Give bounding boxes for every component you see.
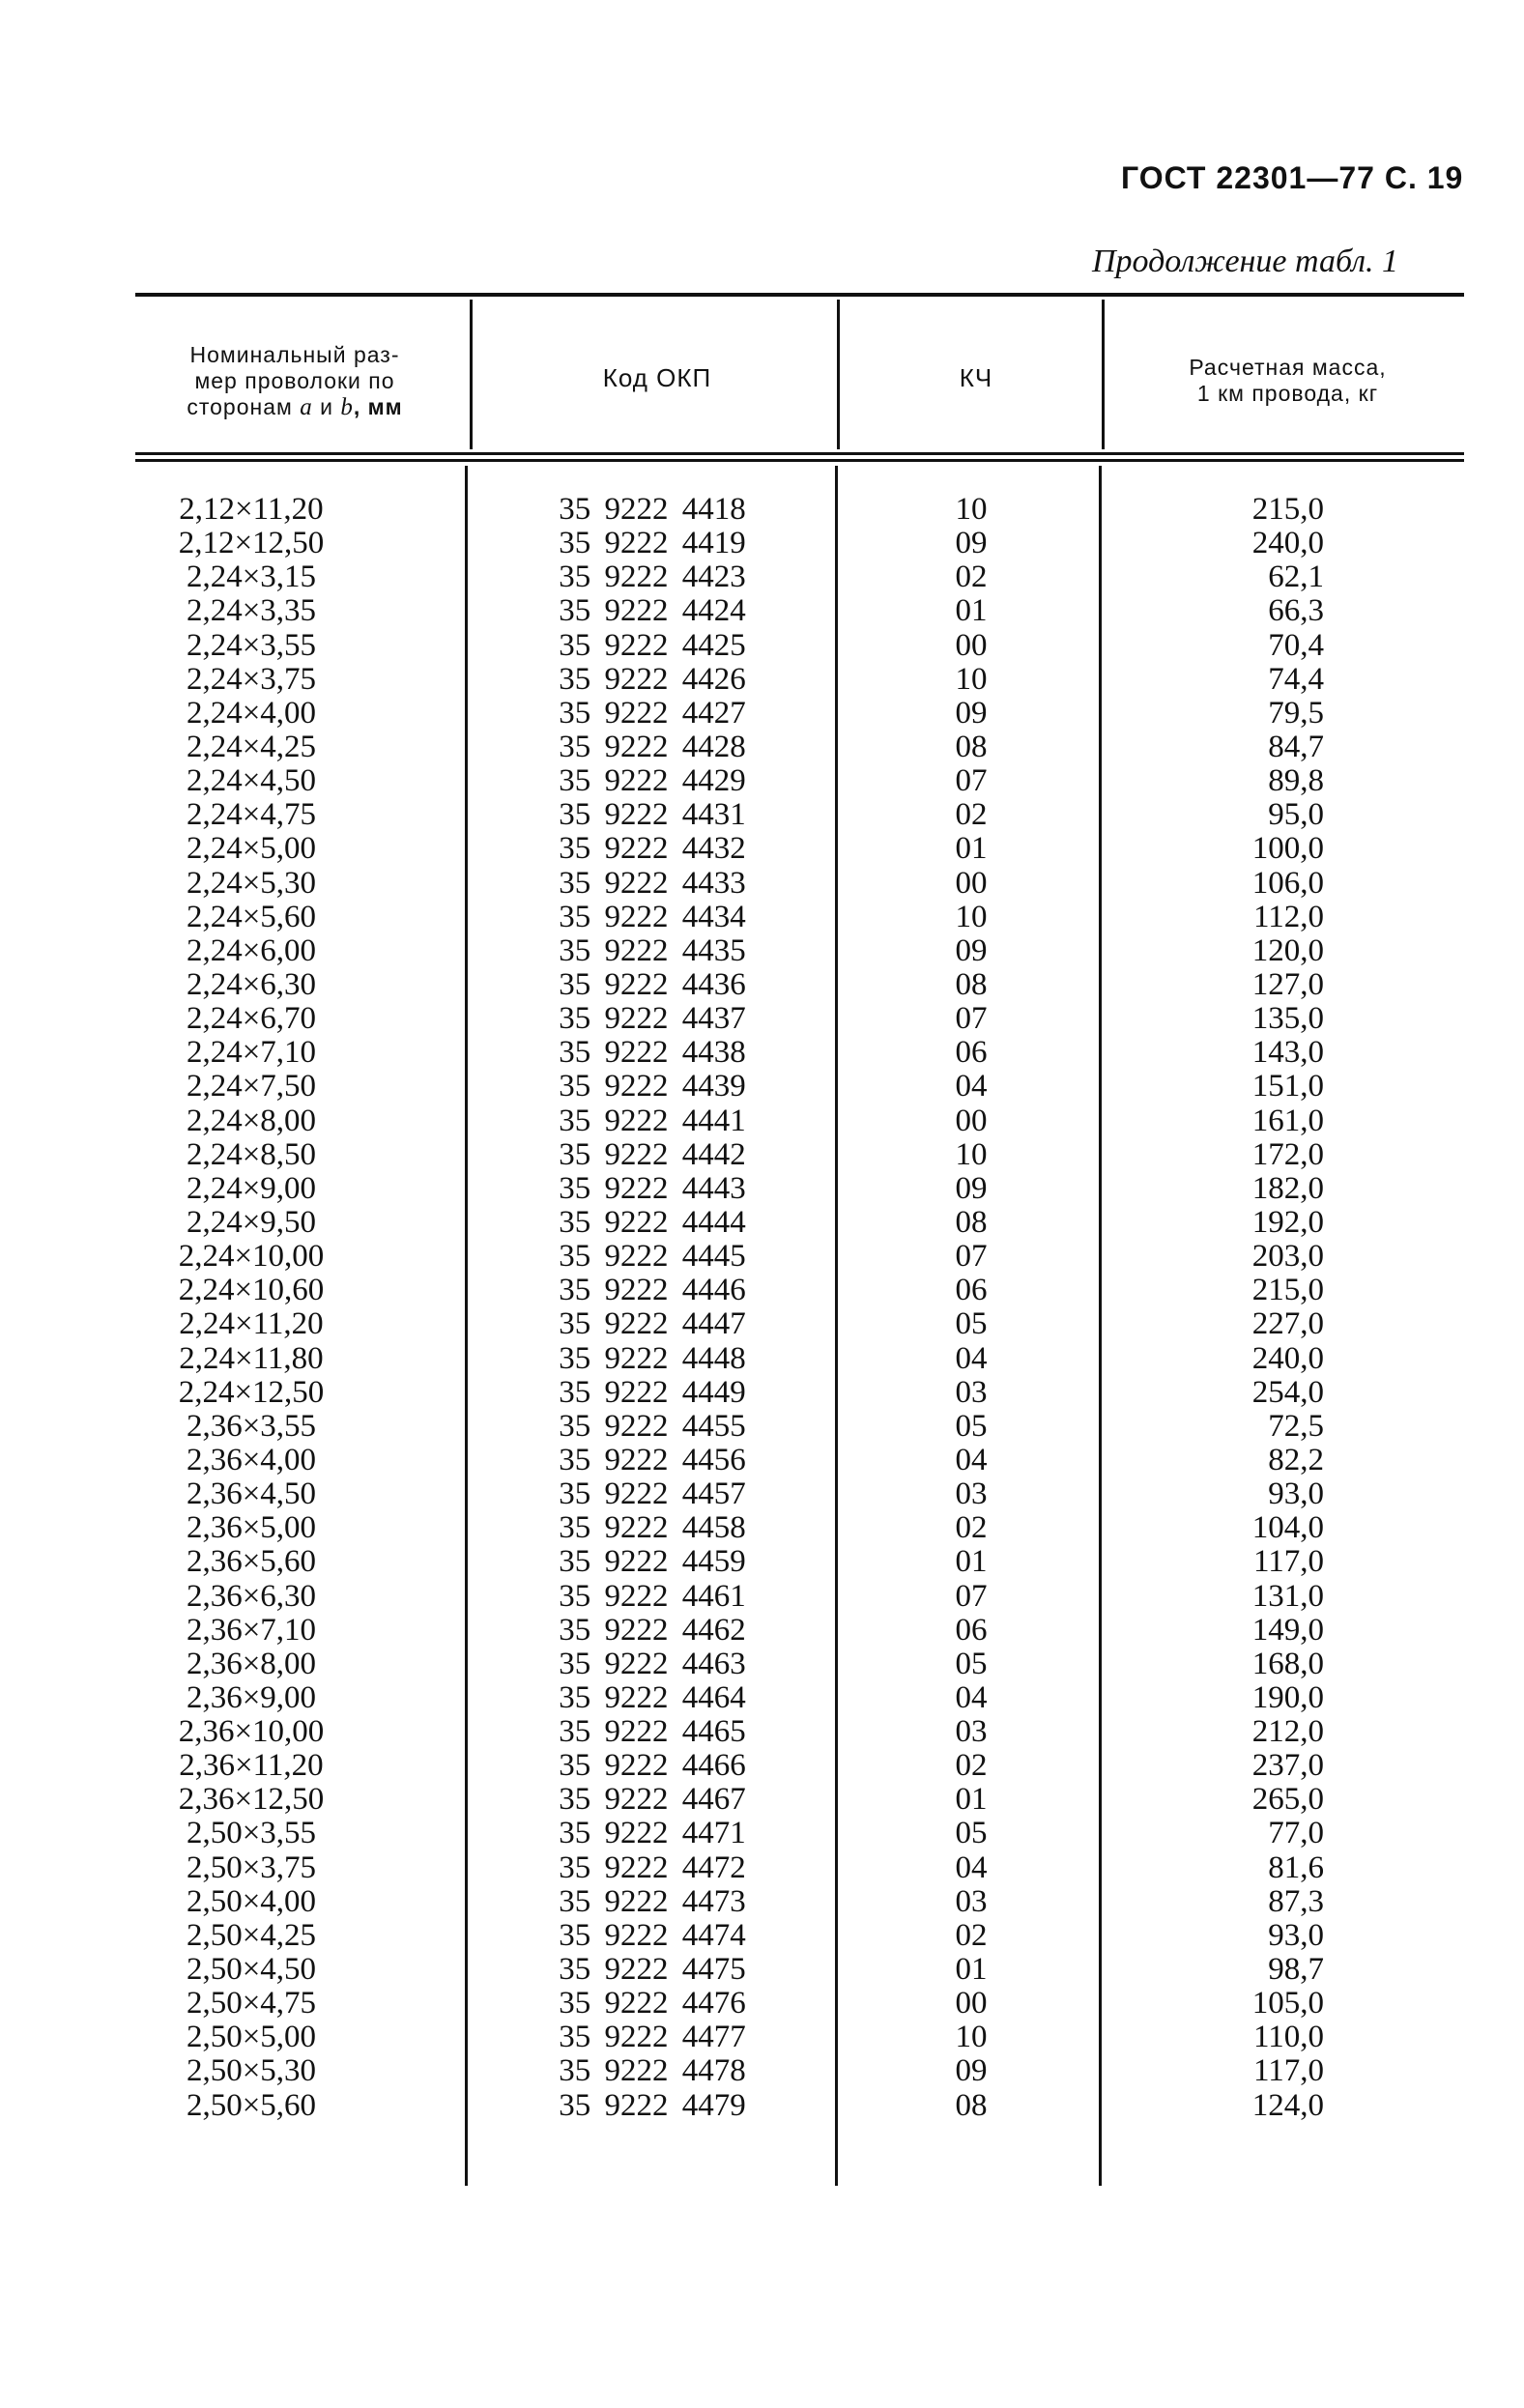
cell-code: 35 9222 4425 (559, 627, 746, 663)
cell-code: 35 9222 4477 (559, 2020, 746, 2055)
cell-kch: 02 (955, 1917, 988, 1953)
cell-code: 35 9222 4423 (559, 559, 746, 595)
header-size-line-2: мер проволоки по (194, 368, 395, 393)
cell-kch: 10 (955, 492, 988, 527)
cell-code: 35 9222 4441 (559, 1103, 746, 1138)
cell-size: 2,50×4,75 (186, 1986, 317, 2021)
cell-size: 2,24×5,30 (186, 865, 317, 901)
cell-size: 2,50×5,00 (186, 2020, 317, 2055)
cell-size: 2,50×3,55 (186, 1816, 317, 1851)
cell-size: 2,24×9,00 (186, 1170, 317, 1206)
cell-mass: 161,0 (1251, 1103, 1324, 1138)
cell-code: 35 9222 4464 (559, 1679, 746, 1715)
cell-code: 35 9222 4418 (559, 492, 746, 527)
cell-kch: 08 (955, 2087, 988, 2123)
cell-mass: 117,0 (1252, 1544, 1324, 1580)
cell-code: 35 9222 4432 (559, 831, 746, 867)
cell-kch: 04 (955, 1442, 988, 1477)
cell-size: 2,36×4,50 (186, 1476, 317, 1512)
cell-mass: 212,0 (1251, 1714, 1324, 1750)
cell-kch: 07 (955, 1239, 988, 1275)
cell-mass: 182,0 (1251, 1170, 1324, 1206)
cell-code: 35 9222 4429 (559, 763, 746, 799)
cell-mass: 124,0 (1251, 2087, 1324, 2123)
cell-code: 35 9222 4444 (559, 1204, 746, 1240)
cell-size: 2,50×5,60 (186, 2087, 317, 2123)
column-code (527, 493, 778, 2123)
cell-kch: 03 (955, 1883, 988, 1919)
column-divider-3-body (1099, 466, 1102, 2186)
cell-code: 35 9222 4427 (559, 695, 746, 731)
cell-code: 35 9222 4448 (559, 1340, 746, 1376)
header-bottom-rule (135, 452, 1464, 455)
header-mass-line-2: 1 км провода, кг (1196, 381, 1379, 406)
column-kch (918, 493, 1024, 2123)
header-size-line-3 (135, 394, 454, 420)
cell-code: 35 9222 4449 (559, 1374, 746, 1410)
cell-size: 2,50×5,30 (186, 2053, 317, 2089)
cell-size: 2,36×5,60 (186, 1544, 317, 1580)
cell-mass: 190,0 (1251, 1679, 1324, 1715)
cell-kch: 00 (955, 1986, 988, 2021)
cell-size: 2,24×3,55 (186, 627, 317, 663)
cell-mass: 117,0 (1252, 2053, 1324, 2089)
cell-mass: 106,0 (1251, 865, 1324, 901)
cell-size: 2,24×8,00 (186, 1103, 317, 1138)
cell-mass: 77,0 (1268, 1816, 1324, 1851)
cell-code: 35 9222 4456 (559, 1442, 746, 1477)
cell-size: 2,24×4,00 (186, 695, 317, 731)
cell-mass: 100,0 (1251, 831, 1324, 867)
cell-mass: 143,0 (1251, 1035, 1324, 1071)
cell-kch: 05 (955, 1408, 988, 1444)
cell-kch: 00 (955, 1103, 988, 1138)
cell-kch: 02 (955, 1748, 988, 1784)
cell-code: 35 9222 4419 (559, 526, 746, 561)
header-size-unit: , мм (353, 394, 403, 419)
cell-code: 35 9222 4442 (559, 1136, 746, 1172)
cell-kch: 04 (955, 1069, 988, 1104)
cell-code: 35 9222 4439 (559, 1069, 746, 1104)
cell-size: 2,24×6,00 (186, 932, 317, 968)
cell-size: 2,24×11,80 (179, 1340, 324, 1376)
cell-mass: 89,8 (1268, 763, 1324, 799)
cell-mass: 87,3 (1268, 1883, 1324, 1919)
cell-mass: 93,0 (1268, 1476, 1324, 1512)
cell-size: 2,36×4,00 (186, 1442, 317, 1477)
cell-kch: 08 (955, 729, 988, 764)
cell-kch: 06 (955, 1035, 988, 1071)
cell-code: 35 9222 4428 (559, 729, 746, 764)
cell-mass: 135,0 (1251, 1001, 1324, 1037)
column-divider-1 (470, 300, 473, 449)
cell-kch: 07 (955, 763, 988, 799)
cell-code: 35 9222 4424 (559, 593, 746, 629)
cell-kch: 04 (955, 1849, 988, 1885)
cell-mass: 81,6 (1268, 1849, 1324, 1885)
cell-mass: 93,0 (1268, 1917, 1324, 1953)
cell-code: 35 9222 4433 (559, 865, 746, 901)
column-divider-1-body (465, 466, 468, 2186)
cell-mass: 95,0 (1268, 797, 1324, 833)
cell-kch: 08 (955, 1204, 988, 1240)
cell-code: 35 9222 4426 (559, 661, 746, 697)
cell-mass: 237,0 (1251, 1748, 1324, 1784)
cell-kch: 04 (955, 1679, 988, 1715)
cell-mass: 112,0 (1252, 899, 1324, 934)
cell-kch: 02 (955, 1510, 988, 1546)
cell-code: 35 9222 4466 (559, 1748, 746, 1784)
cell-code: 35 9222 4434 (559, 899, 746, 934)
cell-kch: 03 (955, 1476, 988, 1512)
header-bottom-rule-2 (135, 459, 1464, 462)
cell-code: 35 9222 4472 (559, 1849, 746, 1885)
cell-kch: 05 (955, 1306, 988, 1342)
cell-size: 2,36×9,00 (186, 1679, 317, 1715)
cell-kch: 01 (955, 1544, 988, 1580)
cell-size: 2,24×10,60 (178, 1273, 325, 1308)
cell-mass: 110,0 (1252, 2020, 1324, 2055)
cell-size: 2,50×4,25 (186, 1917, 317, 1953)
cell-mass: 151,0 (1251, 1069, 1324, 1104)
cell-mass: 240,0 (1251, 526, 1324, 561)
cell-code: 35 9222 4431 (559, 797, 746, 833)
cell-mass: 192,0 (1251, 1204, 1324, 1240)
cell-size: 2,24×5,00 (186, 831, 317, 867)
cell-mass: 72,5 (1268, 1408, 1324, 1444)
cell-size: 2,36×11,20 (179, 1748, 324, 1784)
cell-size: 2,50×4,00 (186, 1883, 317, 1919)
column-divider-3 (1102, 300, 1105, 449)
cell-mass: 131,0 (1251, 1578, 1324, 1614)
cell-size: 2,24×3,75 (186, 661, 317, 697)
cell-kch: 10 (955, 899, 988, 934)
cell-mass: 265,0 (1251, 1782, 1324, 1818)
header-size-and: и (320, 394, 333, 419)
cell-size: 2,24×7,50 (186, 1069, 317, 1104)
cell-mass: 70,4 (1268, 627, 1324, 663)
cell-mass: 79,5 (1268, 695, 1324, 731)
cell-size: 2,24×4,50 (186, 763, 317, 799)
cell-size: 2,24×6,70 (186, 1001, 317, 1037)
header-size-var-a: a (300, 394, 313, 420)
cell-code: 35 9222 4445 (559, 1239, 746, 1275)
cell-size: 2,36×7,10 (186, 1612, 317, 1648)
cell-size: 2,24×12,50 (178, 1374, 325, 1410)
cell-code: 35 9222 4471 (559, 1816, 746, 1851)
cell-code: 35 9222 4461 (559, 1578, 746, 1614)
cell-code: 35 9222 4479 (559, 2087, 746, 2123)
cell-kch: 05 (955, 1816, 988, 1851)
header-size (135, 342, 454, 420)
cell-kch: 03 (955, 1374, 988, 1410)
cell-kch: 10 (955, 2020, 988, 2055)
cell-size: 2,12×11,20 (179, 492, 324, 527)
cell-kch: 03 (955, 1714, 988, 1750)
cell-code: 35 9222 4455 (559, 1408, 746, 1444)
cell-code: 35 9222 4462 (559, 1612, 746, 1648)
cell-size: 2,24×6,30 (186, 966, 317, 1002)
cell-code: 35 9222 4478 (559, 2053, 746, 2089)
cell-kch: 09 (955, 695, 988, 731)
cell-code: 35 9222 4436 (559, 966, 746, 1002)
cell-kch: 04 (955, 1340, 988, 1376)
cell-size: 2,24×10,00 (178, 1239, 325, 1275)
cell-size: 2,12×12,50 (178, 526, 325, 561)
cell-mass: 172,0 (1251, 1136, 1324, 1172)
table-top-rule (135, 293, 1464, 297)
cell-code: 35 9222 4463 (559, 1646, 746, 1681)
column-size (126, 493, 377, 2123)
cell-kch: 00 (955, 865, 988, 901)
cell-size: 2,36×5,00 (186, 1510, 317, 1546)
cell-kch: 09 (955, 526, 988, 561)
cell-size: 2,24×4,75 (186, 797, 317, 833)
cell-mass: 203,0 (1251, 1239, 1324, 1275)
column-divider-2-body (835, 466, 838, 2186)
header-code: Код ОКП (602, 363, 712, 392)
cell-code: 35 9222 4457 (559, 1476, 746, 1512)
cell-code: 35 9222 4475 (559, 1952, 746, 1988)
cell-code: 35 9222 4438 (559, 1035, 746, 1071)
cell-size: 2,36×12,50 (178, 1782, 325, 1818)
cell-code: 35 9222 4447 (559, 1306, 746, 1342)
cell-mass: 66,3 (1268, 593, 1324, 629)
cell-kch: 01 (955, 1952, 988, 1988)
cell-code: 35 9222 4473 (559, 1883, 746, 1919)
column-mass (1198, 493, 1324, 2123)
cell-size: 2,50×3,75 (186, 1849, 317, 1885)
cell-mass: 149,0 (1251, 1612, 1324, 1648)
cell-size: 2,24×3,35 (186, 593, 317, 629)
cell-mass: 168,0 (1251, 1646, 1324, 1681)
cell-kch: 01 (955, 593, 988, 629)
cell-kch: 07 (955, 1578, 988, 1614)
column-divider-2 (837, 300, 840, 449)
cell-mass: 84,7 (1268, 729, 1324, 764)
cell-kch: 01 (955, 831, 988, 867)
cell-mass: 215,0 (1251, 1273, 1324, 1308)
cell-mass: 62,1 (1268, 559, 1324, 595)
cell-code: 35 9222 4435 (559, 932, 746, 968)
cell-kch: 02 (955, 797, 988, 833)
cell-mass: 105,0 (1251, 1986, 1324, 2021)
cell-code: 35 9222 4467 (559, 1782, 746, 1818)
cell-kch: 00 (955, 627, 988, 663)
cell-mass: 104,0 (1251, 1510, 1324, 1546)
cell-code: 35 9222 4437 (559, 1001, 746, 1037)
cell-code: 35 9222 4476 (559, 1986, 746, 2021)
cell-kch: 09 (955, 2053, 988, 2089)
cell-kch: 09 (955, 932, 988, 968)
cell-code: 35 9222 4459 (559, 1544, 746, 1580)
cell-size: 2,24×9,50 (186, 1204, 317, 1240)
cell-kch: 07 (955, 1001, 988, 1037)
cell-size: 2,36×3,55 (186, 1408, 317, 1444)
cell-kch: 09 (955, 1170, 988, 1206)
cell-kch: 05 (955, 1646, 988, 1681)
cell-kch: 10 (955, 661, 988, 697)
cell-code: 35 9222 4446 (559, 1273, 746, 1308)
cell-kch: 10 (955, 1136, 988, 1172)
cell-kch: 02 (955, 559, 988, 595)
cell-code: 35 9222 4443 (559, 1170, 746, 1206)
cell-size: 2,36×6,30 (186, 1578, 317, 1614)
cell-code: 35 9222 4474 (559, 1917, 746, 1953)
cell-mass: 215,0 (1251, 492, 1324, 527)
cell-mass: 240,0 (1251, 1340, 1324, 1376)
cell-size: 2,36×10,00 (178, 1714, 325, 1750)
cell-size: 2,50×4,50 (186, 1952, 317, 1988)
cell-size: 2,24×3,15 (186, 559, 317, 595)
page-header: ГОСТ 22301—77 С. 19 (1121, 160, 1464, 195)
cell-code: 35 9222 4458 (559, 1510, 746, 1546)
cell-mass: 82,2 (1268, 1442, 1324, 1477)
header-size-line-1: Номинальный раз- (189, 342, 400, 367)
header-kch: КЧ (959, 363, 993, 392)
header-size-var-b: b (340, 394, 354, 420)
cell-kch: 01 (955, 1782, 988, 1818)
cell-mass: 227,0 (1251, 1306, 1324, 1342)
cell-mass: 120,0 (1251, 932, 1324, 968)
cell-mass: 74,4 (1268, 661, 1324, 697)
cell-mass: 127,0 (1251, 966, 1324, 1002)
header-mass (1111, 355, 1464, 407)
cell-kch: 06 (955, 1273, 988, 1308)
cell-size: 2,36×8,00 (186, 1646, 317, 1681)
cell-size: 2,24×5,60 (186, 899, 317, 934)
cell-size: 2,24×8,50 (186, 1136, 317, 1172)
header-size-sides: сторонам (187, 394, 293, 419)
header-mass-line-1: Расчетная масса, (1189, 355, 1387, 380)
cell-size: 2,24×11,20 (179, 1306, 324, 1342)
cell-kch: 08 (955, 966, 988, 1002)
cell-code: 35 9222 4465 (559, 1714, 746, 1750)
cell-mass: 98,7 (1268, 1952, 1324, 1988)
cell-size: 2,24×7,10 (186, 1035, 317, 1071)
cell-mass: 254,0 (1251, 1374, 1324, 1410)
table-continuation-label: Продолжение табл. 1 (1092, 244, 1399, 279)
cell-kch: 06 (955, 1612, 988, 1648)
cell-size: 2,24×4,25 (186, 729, 317, 764)
